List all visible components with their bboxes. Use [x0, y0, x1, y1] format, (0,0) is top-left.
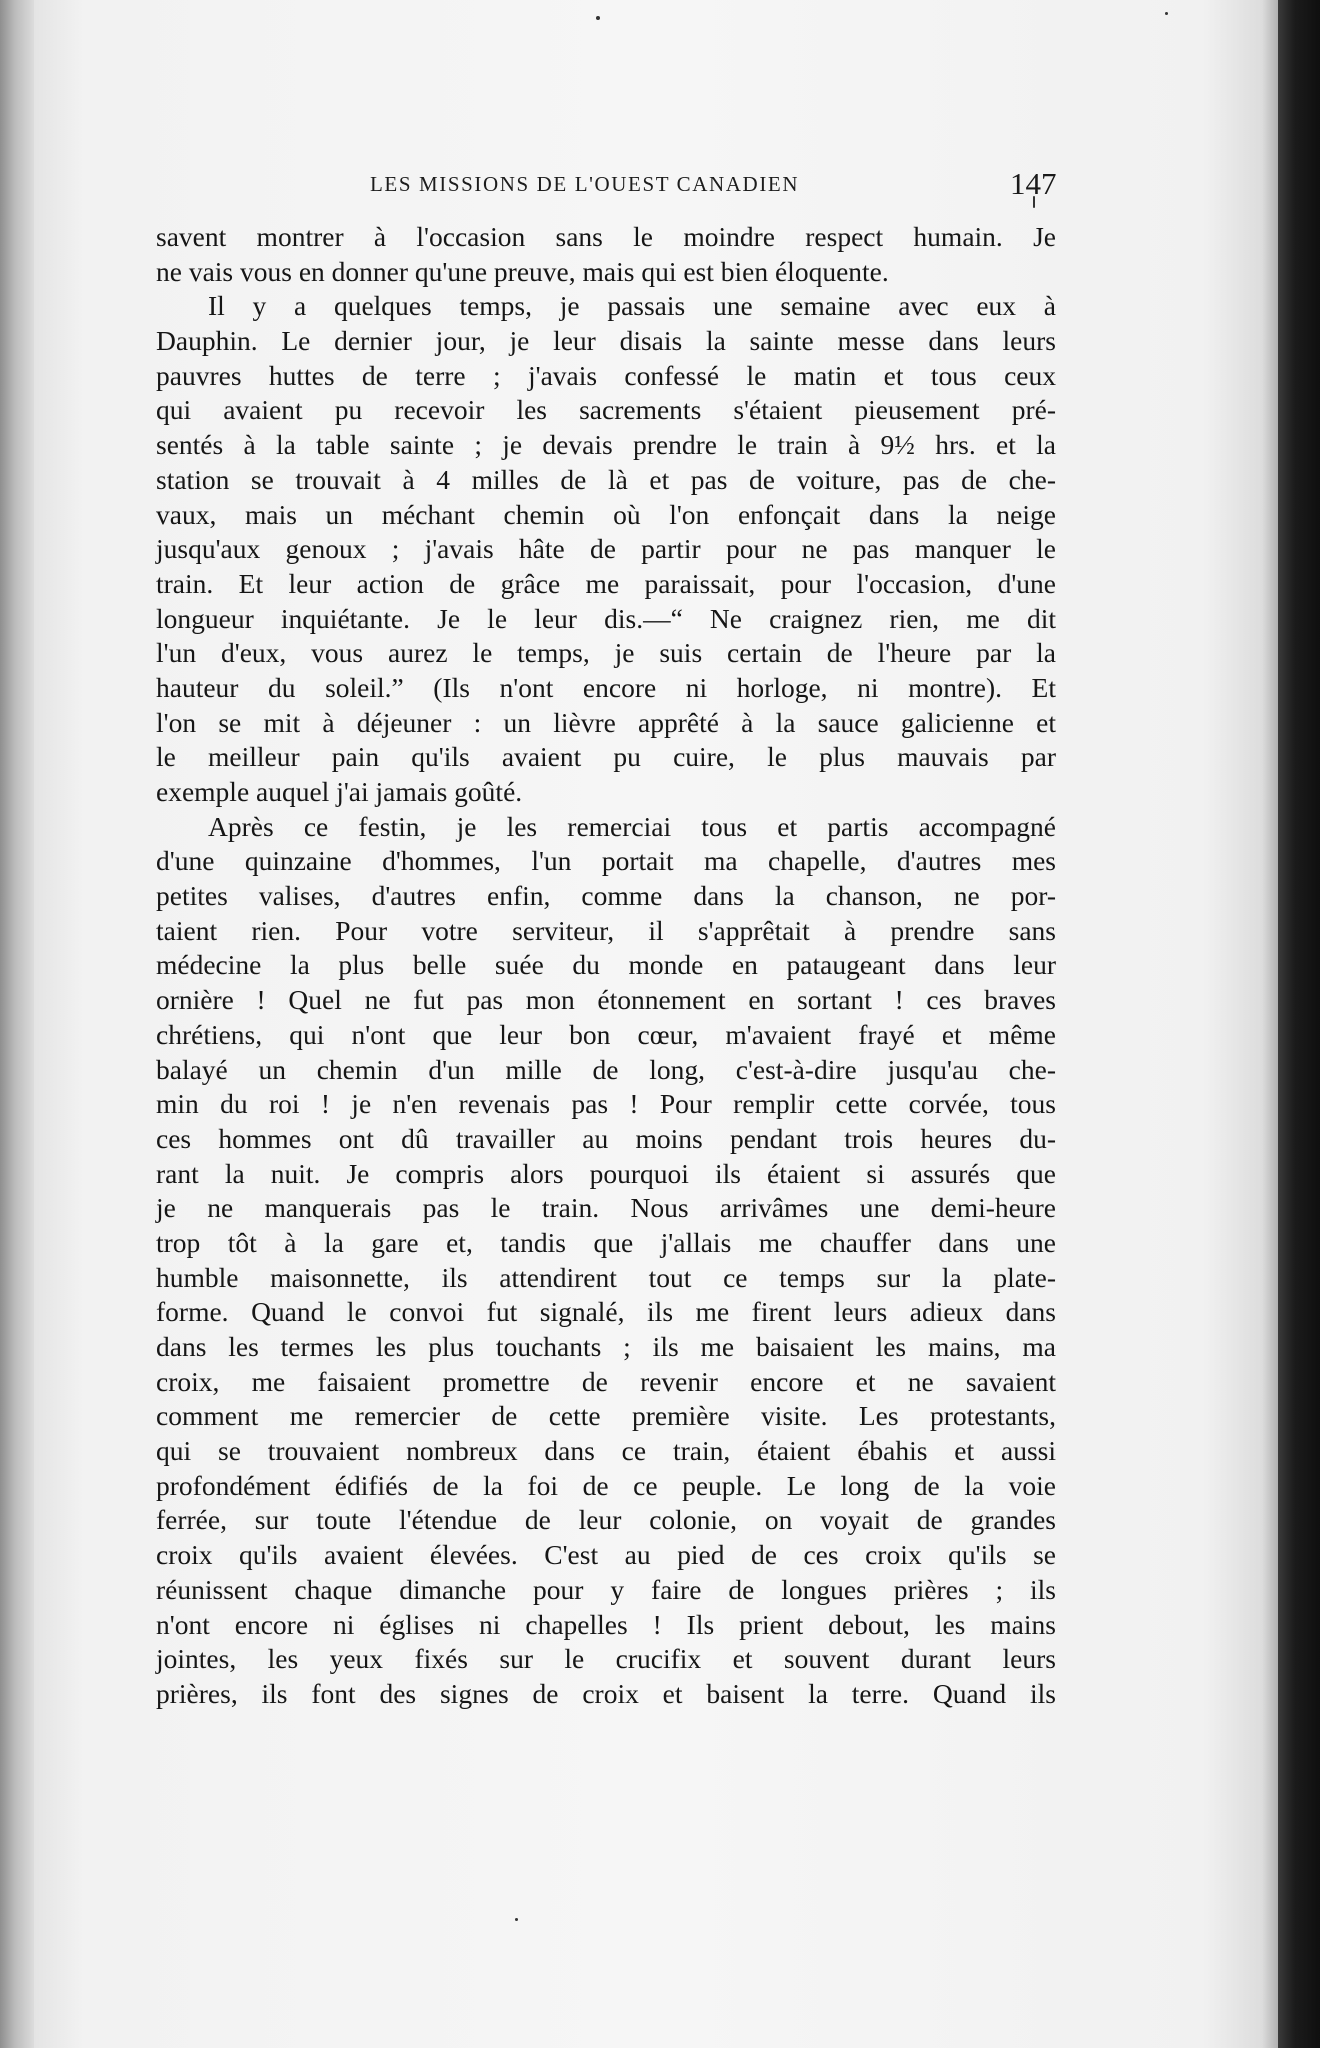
text-line: qui se trouvaient nombreux dans ce train, étaient ébahis et aussi: [156, 1435, 1056, 1467]
scan-speck: [1165, 12, 1168, 15]
running-head: LES MISSIONS DE L'OUEST CANADIEN: [370, 172, 800, 196]
text-line: chrétiens, qui n'ont que leur bon cœur, m'avaient frayé et même: [156, 1018, 1056, 1050]
scan-right-edge: [1278, 0, 1320, 2048]
text-line: ferrée, sur toute l'étendue de leur colonie, on voyait de grandes: [156, 1504, 1056, 1536]
text-line: jointes, les yeux fixés sur le crucifix et souvent durant leurs: [156, 1643, 1056, 1675]
text-line: profondément édifiés de la foi de ce peuple. Le long de la voie: [156, 1469, 1056, 1501]
text-line: croix qu'ils avaient élevées. C'est au pied de ces croix qu'ils se: [156, 1539, 1056, 1571]
text-line: prières, ils font des signes de croix et baisent la terre. Quand ils: [156, 1677, 1056, 1709]
page-shadow: [1262, 0, 1278, 2048]
text-line: l'on se mit à déjeuner : un lièvre apprêté à la sauce galicienne et: [156, 706, 1056, 738]
text-line: jusqu'aux genoux ; j'avais hâte de partir pour ne pas manquer le: [156, 533, 1056, 565]
text-line: l'un d'eux, vous aurez le temps, je suis certain de l'heure par la: [156, 637, 1056, 669]
page-number: 147: [1010, 166, 1057, 201]
scan-speck: [515, 1918, 518, 1921]
text-line: exemple auquel j'ai jamais goûté.: [156, 776, 523, 807]
text-line: hauteur du soleil.” (Ils n'ont encore ni horloge, ni montre). Et: [156, 671, 1056, 703]
text-line: taient rien. Pour votre serviteur, il s'apprêtait à prendre sans: [156, 914, 1056, 946]
text-line: forme. Quand le convoi fut signalé, ils me firent leurs adieux dans: [156, 1296, 1056, 1328]
text-line: ne vais vous en donner qu'une preuve, mais qui est bien éloquente.: [156, 255, 889, 287]
text-line: je ne manquerais pas le train. Nous arrivâmes une demi-heure: [156, 1192, 1056, 1224]
text-line: dans les termes les plus touchants ; ils me baisaient les mains, ma: [156, 1331, 1056, 1362]
text-line: Il y a quelques temps, je passais une semaine avec eux à: [208, 290, 1056, 322]
text-line: d'une quinzaine d'hommes, l'un portait ma chapelle, d'autres mes: [156, 845, 1056, 877]
text-line: sentés à la table sainte ; je devais prendre le train à 9½ hrs. et la: [156, 429, 1056, 461]
text-line: qui avaient pu recevoir les sacrements s'étaient pieusement pré-: [156, 394, 1056, 426]
text-line: balayé un chemin d'un mille de long, c'est-à-dire jusqu'au che-: [156, 1053, 1056, 1085]
text-line: ornière ! Quel ne fut pas mon étonnement en sortant ! ces braves: [156, 984, 1056, 1016]
text-line: petites valises, d'autres enfin, comme dans la chanson, ne por-: [156, 880, 1056, 912]
scan-speck: [596, 16, 600, 20]
text-line: médecine la plus belle suée du monde en pataugeant dans leur: [156, 949, 1056, 981]
text-line: ces hommes ont dû travailler au moins pendant trois heures du-: [156, 1122, 1056, 1154]
text-line: savent montrer à l'occasion sans le moindre respect humain. Je: [156, 221, 1056, 252]
text-line: humble maisonnette, ils attendirent tout ce temps sur la plate-: [156, 1261, 1056, 1293]
text-line: pauvres huttes de terre ; j'avais confessé le matin et tous ceux: [156, 359, 1056, 391]
text-line: min du roi ! je n'en revenais pas ! Pour remplir cette corvée, tous: [156, 1088, 1056, 1120]
text-line: station se trouvait à 4 milles de là et pas de voiture, pas de che-: [156, 463, 1056, 495]
text-line: vaux, mais un méchant chemin où l'on enfonçait dans la neige: [156, 498, 1056, 530]
text-line: le meilleur pain qu'ils avaient pu cuire, le plus mauvais par: [156, 741, 1056, 773]
text-line: comment me remercier de cette première visite. Les protestants,: [156, 1400, 1056, 1432]
scan-left-edge: [0, 0, 34, 2048]
text-line: n'ont encore ni églises ni chapelles ! Ils prient debout, les mains: [156, 1608, 1056, 1640]
body-text: [156, 220, 1056, 1712]
text-line: Dauphin. Le dernier jour, je leur disais la sainte messe dans leurs: [156, 325, 1056, 357]
text-line: réunissent chaque dimanche pour y faire de longues prières ; ils: [156, 1573, 1056, 1605]
text-line: croix, me faisaient promettre de revenir encore et ne savaient: [156, 1365, 1056, 1397]
text-line: longueur inquiétante. Je le leur dis.—“ Ne craignez rien, me dit: [156, 602, 1056, 634]
text-line: Après ce festin, je les remerciai tous et partis accompagné: [208, 810, 1056, 842]
text-line: rant la nuit. Je compris alors pourquoi ils étaient si assurés que: [156, 1157, 1056, 1189]
text-line: trop tôt à la gare et, tandis que j'allais me chauffer dans une: [156, 1226, 1056, 1258]
text-line: train. Et leur action de grâce me paraissait, pour l'occasion, d'une: [156, 567, 1056, 599]
